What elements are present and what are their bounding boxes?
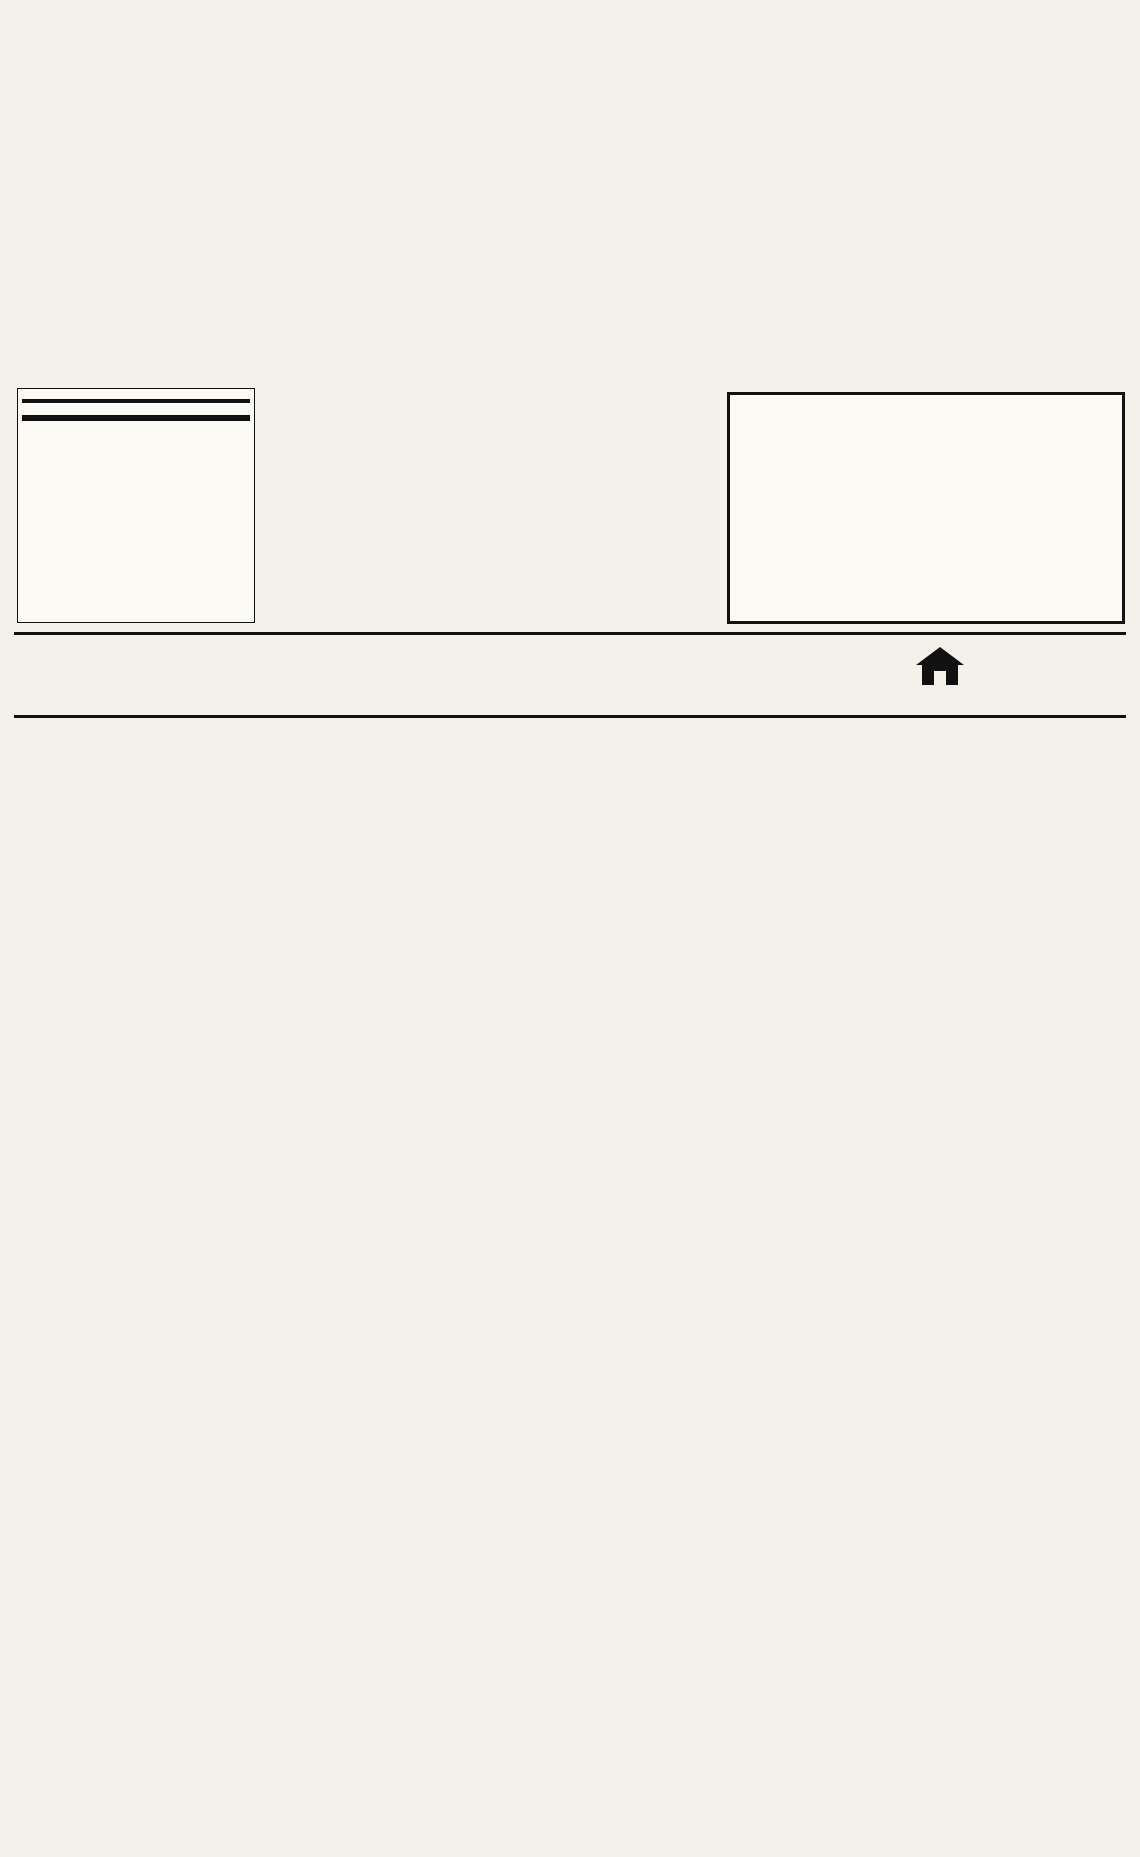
bloomfield-exteriors-ad (17, 388, 255, 623)
masthead-date (1118, 4, 1126, 15)
service-guide-columns (14, 722, 1126, 1833)
bloomfield-service (22, 399, 250, 403)
rashid-overhead-doors-ad (727, 392, 1125, 624)
house-icon (914, 645, 966, 687)
bloomfield-cta (22, 415, 250, 421)
masthead (14, 4, 1126, 20)
home-service-guide-banner (14, 632, 1126, 718)
bloomfield-service-list (22, 407, 250, 411)
